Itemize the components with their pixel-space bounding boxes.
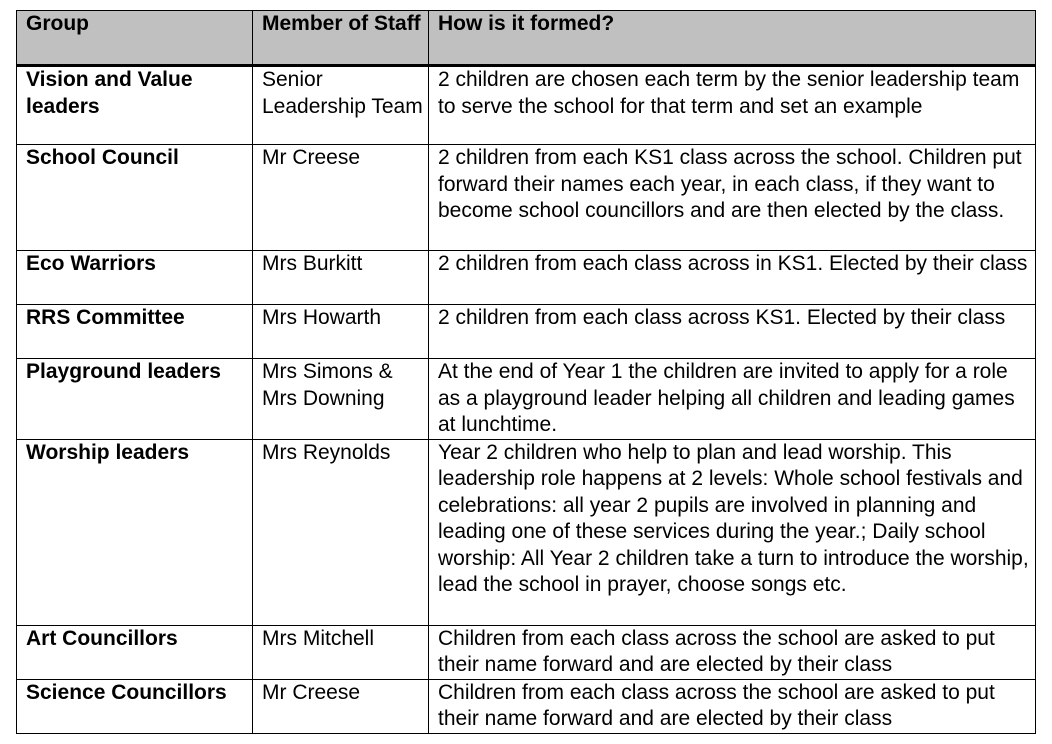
- table-body: [17, 66, 1036, 734]
- table-header: [17, 11, 1036, 66]
- table-row: [17, 305, 1036, 359]
- staff-cell: Mr Creese: [253, 145, 429, 251]
- group-cell: RRS Committee: [17, 305, 253, 359]
- header-row: [17, 11, 1036, 66]
- formed-cell: 2 children from each KS1 class across the school. Children put forward their names each year, in each class, if they want to become school councillors and are then elected by the class.: [429, 145, 1036, 251]
- header-how-is-it-formed: How is it formed?: [429, 11, 1036, 66]
- group-cell: Vision and Value leaders: [17, 66, 253, 145]
- table-row: [17, 66, 1036, 145]
- table-row: [17, 625, 1036, 679]
- pupil-leadership-table: [16, 10, 1036, 734]
- formed-cell: Children from each class across the school are asked to put their name forward and are elected by their class: [429, 679, 1036, 733]
- table-row: [17, 251, 1036, 305]
- formed-cell: Children from each class across the school are asked to put their name forward and are elected by their class: [429, 625, 1036, 679]
- group-cell: Worship leaders: [17, 439, 253, 625]
- group-cell: Art Councillors: [17, 625, 253, 679]
- staff-cell: Mrs Burkitt: [253, 251, 429, 305]
- staff-cell: Senior Leadership Team: [253, 66, 429, 145]
- table-row: [17, 359, 1036, 440]
- formed-cell: 2 children from each class across KS1. Elected by their class: [429, 305, 1036, 359]
- table-row: [17, 679, 1036, 733]
- group-cell: Science Councillors: [17, 679, 253, 733]
- staff-cell: Mrs Mitchell: [253, 625, 429, 679]
- formed-cell: At the end of Year 1 the children are invited to apply for a role as a playground leader helping all children and leading games at lunchtime.: [429, 359, 1036, 440]
- group-cell: Playground leaders: [17, 359, 253, 440]
- group-cell: Eco Warriors: [17, 251, 253, 305]
- header-member-of-staff: Member of Staff: [253, 11, 429, 66]
- table-row: [17, 145, 1036, 251]
- staff-cell: Mrs Simons & Mrs Downing: [253, 359, 429, 440]
- header-group: Group: [17, 11, 253, 66]
- staff-cell: Mrs Reynolds: [253, 439, 429, 625]
- formed-cell: 2 children are chosen each term by the senior leadership team to serve the school for that term and set an example: [429, 66, 1036, 145]
- formed-cell: Year 2 children who help to plan and lead worship. This leadership role happens at 2 levels: Whole school festivals and celebrations: all year 2 pupils are involved in planning and leading one of these services during the year.; Daily school worship: All Year 2 children take a turn to introduce the worship, lead the school in prayer, choose songs etc.: [429, 439, 1036, 625]
- table-row: [17, 439, 1036, 625]
- formed-cell: 2 children from each class across in KS1. Elected by their class: [429, 251, 1036, 305]
- staff-cell: Mr Creese: [253, 679, 429, 733]
- staff-cell: Mrs Howarth: [253, 305, 429, 359]
- group-cell: School Council: [17, 145, 253, 251]
